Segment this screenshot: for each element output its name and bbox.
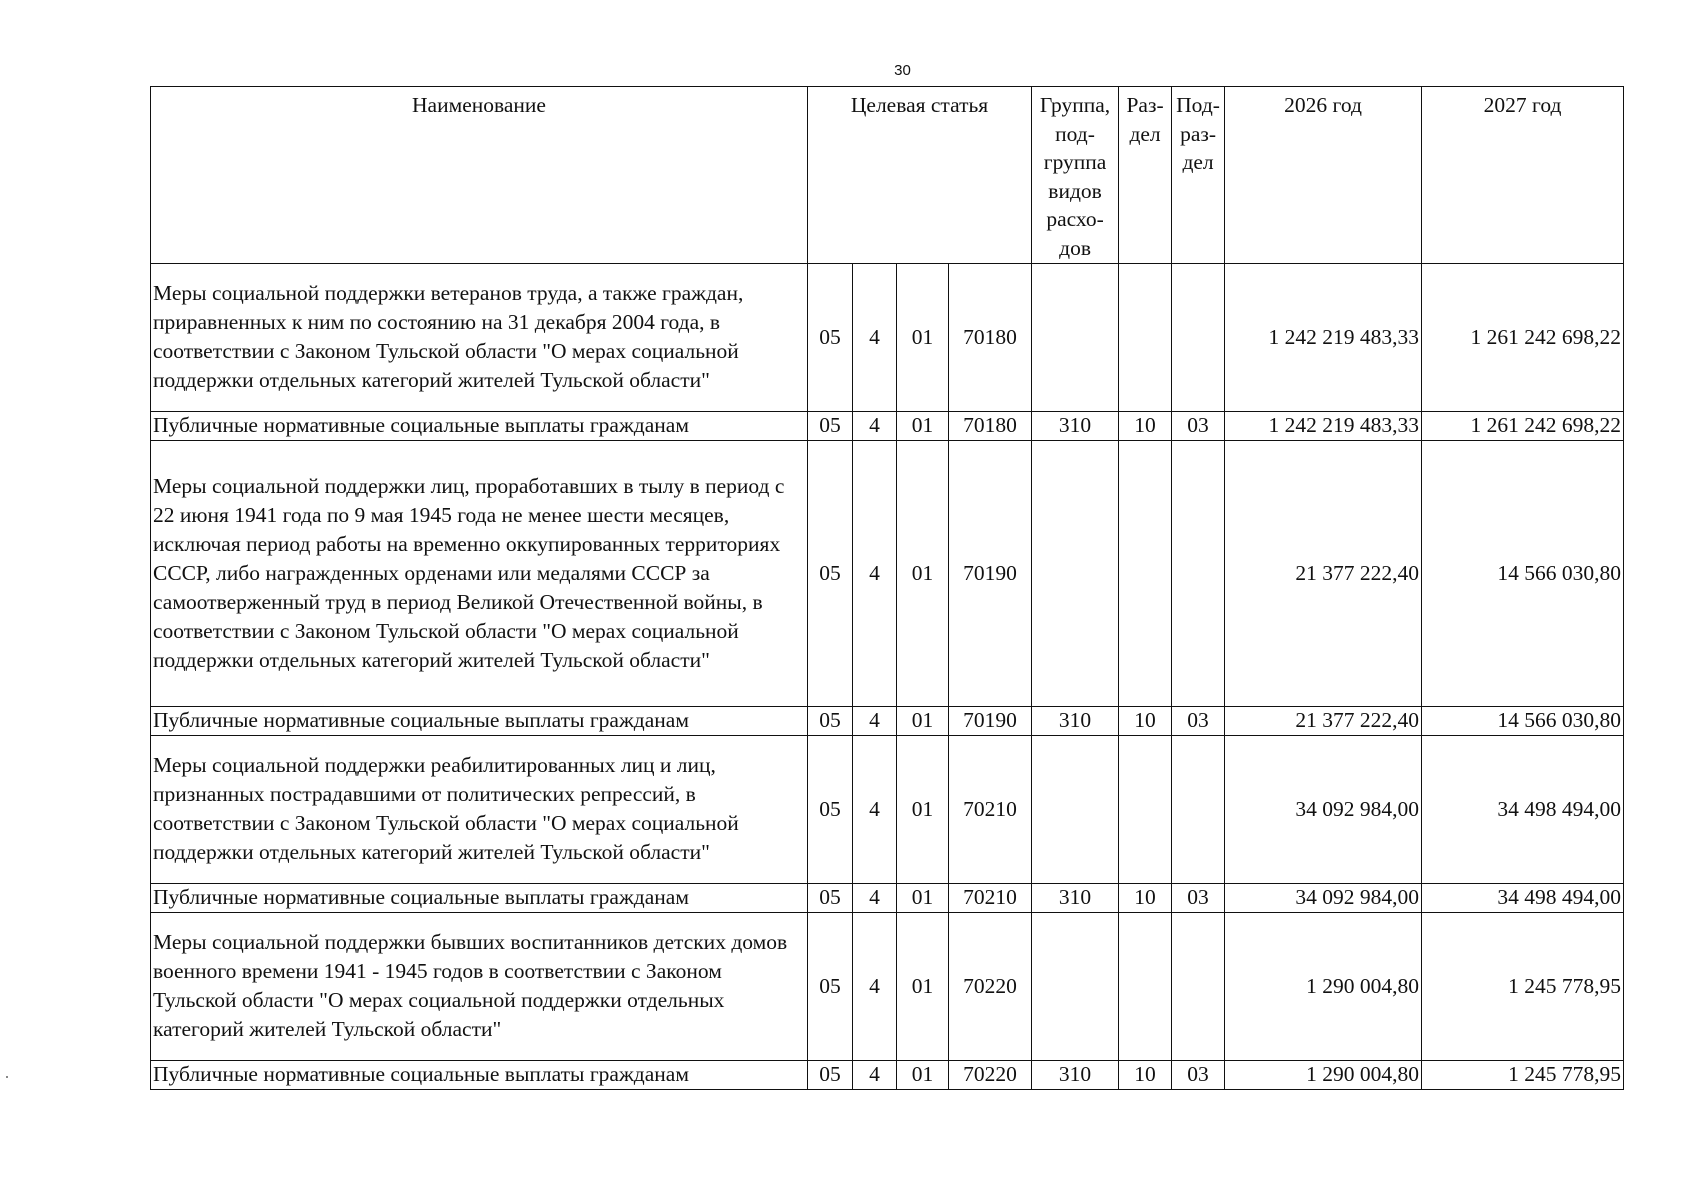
cell-subsection: 03 [1172, 411, 1225, 440]
cell-subsection [1172, 440, 1225, 706]
cell-section [1119, 912, 1172, 1060]
cell-year-2026: 34 092 984,00 [1225, 883, 1422, 912]
cell-name: Меры социальной поддержки реабилитированных лиц и лиц, признанных пострадавшими от политических репрессий, в соответствии с Законом Тульской области "О мерах социальной поддержки отдельных категорий жителей Тульской области" [151, 735, 808, 883]
table-row [151, 883, 1624, 912]
cell-target-4: 70220 [949, 1060, 1032, 1089]
cell-target-1: 05 [808, 735, 853, 883]
cell-section: 10 [1119, 1060, 1172, 1089]
table-row [151, 735, 1624, 883]
cell-group [1032, 440, 1119, 706]
cell-target-1: 05 [808, 263, 853, 411]
cell-section: 10 [1119, 883, 1172, 912]
cell-target-2: 4 [853, 883, 897, 912]
cell-year-2027: 34 498 494,00 [1422, 735, 1624, 883]
header-year-2026: 2026 год [1225, 87, 1422, 264]
cell-name: Меры социальной поддержки бывших воспитанников детских домов военного времени 1941 - 1945 годов в соответствии с Законом Тульской области "О мерах социальной поддержки отдельных категорий жителей Тульской области" [151, 912, 808, 1060]
cell-target-3: 01 [897, 706, 949, 735]
cell-year-2026: 1 290 004,80 [1225, 912, 1422, 1060]
cell-target-1: 05 [808, 411, 853, 440]
cell-subsection [1172, 735, 1225, 883]
cell-target-4: 70180 [949, 263, 1032, 411]
cell-subsection: 03 [1172, 706, 1225, 735]
table-row [151, 411, 1624, 440]
cell-target-1: 05 [808, 912, 853, 1060]
table-row [151, 263, 1624, 411]
cell-group: 310 [1032, 1060, 1119, 1089]
cell-target-2: 4 [853, 1060, 897, 1089]
cell-section [1119, 735, 1172, 883]
cell-target-3: 01 [897, 912, 949, 1060]
cell-subsection [1172, 263, 1225, 411]
cell-group: 310 [1032, 706, 1119, 735]
table-row [151, 706, 1624, 735]
header-name: Наименование [151, 87, 808, 264]
table-row [151, 440, 1624, 706]
cell-target-4: 70210 [949, 735, 1032, 883]
cell-target-3: 01 [897, 1060, 949, 1089]
cell-target-1: 05 [808, 440, 853, 706]
cell-group [1032, 263, 1119, 411]
cell-target-3: 01 [897, 883, 949, 912]
header-year-2027: 2027 год [1422, 87, 1624, 264]
cell-year-2027: 14 566 030,80 [1422, 706, 1624, 735]
cell-target-3: 01 [897, 440, 949, 706]
cell-target-2: 4 [853, 706, 897, 735]
cell-year-2027: 14 566 030,80 [1422, 440, 1624, 706]
cell-target-4: 70220 [949, 912, 1032, 1060]
cell-year-2026: 1 242 219 483,33 [1225, 411, 1422, 440]
cell-target-3: 01 [897, 263, 949, 411]
cell-year-2027: 1 245 778,95 [1422, 912, 1624, 1060]
header-section: Раз-дел [1119, 87, 1172, 264]
cell-target-2: 4 [853, 411, 897, 440]
cell-section [1119, 263, 1172, 411]
cell-target-4: 70180 [949, 411, 1032, 440]
margin-mark [6, 1076, 8, 1078]
cell-name: Публичные нормативные социальные выплаты гражданам [151, 1060, 808, 1089]
budget-table [150, 86, 1624, 1090]
cell-section: 10 [1119, 411, 1172, 440]
cell-year-2026: 1 242 219 483,33 [1225, 263, 1422, 411]
cell-target-1: 05 [808, 706, 853, 735]
cell-name: Меры социальной поддержки лиц, проработавших в тылу в период с 22 июня 1941 года по 9 мая 1945 года не менее шести месяцев, исключая период работы на временно оккупированных территориях СССР, либо награжденных орденами или медалями СССР за самоотверженный труд в период Великой Отечественной войны, в соответствии с Законом Тульской области "О мерах социальной поддержки отдельных категорий жителей Тульской области" [151, 440, 808, 706]
cell-name: Публичные нормативные социальные выплаты гражданам [151, 883, 808, 912]
cell-subsection: 03 [1172, 1060, 1225, 1089]
cell-year-2026: 34 092 984,00 [1225, 735, 1422, 883]
cell-target-1: 05 [808, 883, 853, 912]
cell-subsection [1172, 912, 1225, 1060]
cell-group [1032, 912, 1119, 1060]
cell-subsection: 03 [1172, 883, 1225, 912]
cell-target-4: 70190 [949, 440, 1032, 706]
table-row [151, 912, 1624, 1060]
cell-target-2: 4 [853, 440, 897, 706]
cell-target-3: 01 [897, 411, 949, 440]
cell-target-3: 01 [897, 735, 949, 883]
cell-year-2027: 1 261 242 698,22 [1422, 411, 1624, 440]
cell-year-2027: 1 245 778,95 [1422, 1060, 1624, 1089]
cell-target-1: 05 [808, 1060, 853, 1089]
cell-name: Публичные нормативные социальные выплаты гражданам [151, 706, 808, 735]
cell-group: 310 [1032, 883, 1119, 912]
cell-year-2026: 1 290 004,80 [1225, 1060, 1422, 1089]
table-row [151, 1060, 1624, 1089]
cell-section: 10 [1119, 706, 1172, 735]
header-target-article: Целевая статья [808, 87, 1032, 264]
cell-name: Публичные нормативные социальные выплаты гражданам [151, 411, 808, 440]
cell-year-2026: 21 377 222,40 [1225, 706, 1422, 735]
header-subsection: Под-раз-дел [1172, 87, 1225, 264]
cell-year-2027: 1 261 242 698,22 [1422, 263, 1624, 411]
cell-name: Меры социальной поддержки ветеранов труда, а также граждан, приравненных к ним по состоянию на 31 декабря 2004 года, в соответствии с Законом Тульской области "О мерах социальной поддержки отдельных категорий жителей Тульской области" [151, 263, 808, 411]
page-number: 30 [894, 62, 911, 79]
cell-target-2: 4 [853, 912, 897, 1060]
table-header-row [151, 87, 1624, 264]
cell-target-4: 70190 [949, 706, 1032, 735]
cell-year-2026: 21 377 222,40 [1225, 440, 1422, 706]
cell-year-2027: 34 498 494,00 [1422, 883, 1624, 912]
header-expense-group: Группа, под-группа видов расхо-дов [1032, 87, 1119, 264]
cell-target-4: 70210 [949, 883, 1032, 912]
cell-section [1119, 440, 1172, 706]
cell-target-2: 4 [853, 735, 897, 883]
cell-target-2: 4 [853, 263, 897, 411]
cell-group: 310 [1032, 411, 1119, 440]
cell-group [1032, 735, 1119, 883]
